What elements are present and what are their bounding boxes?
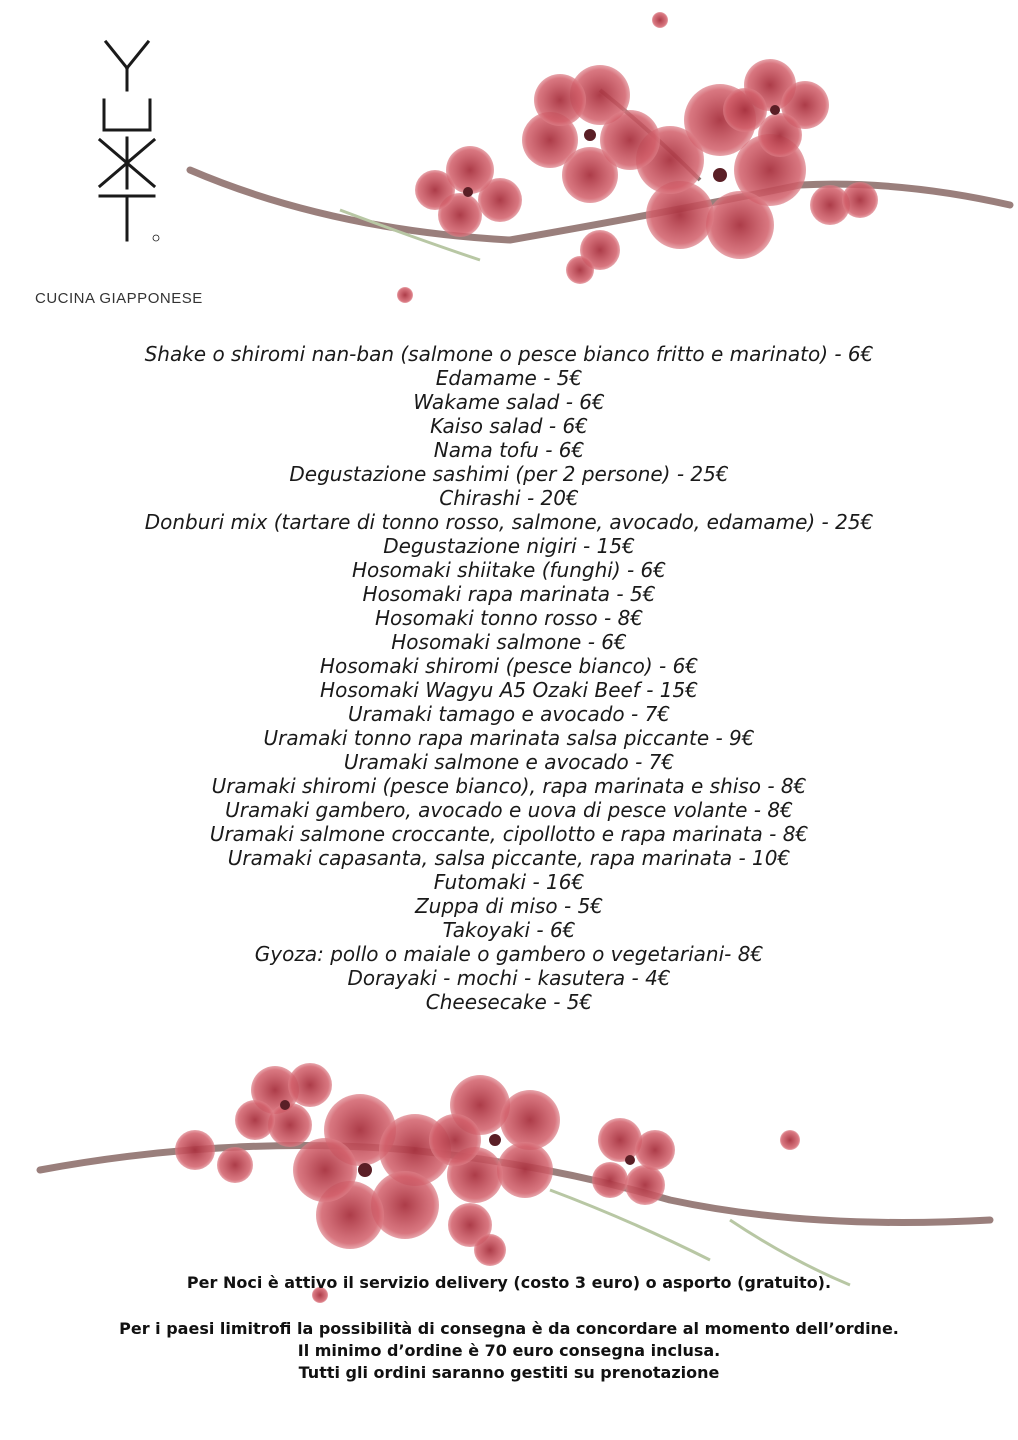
menu-item: Kaiso salad - 6€ — [430, 414, 588, 438]
menu-item: Nama tofu - 6€ — [433, 438, 585, 462]
menu-item: Uramaki gambero, avocado e uova di pesce volante - 8€ — [225, 798, 793, 822]
restaurant-subtitle: CUCINA GIAPPONESE — [35, 290, 203, 307]
menu-item: Gyoza: pollo o maiale o gambero o vegetariani- 8€ — [254, 942, 764, 966]
menu-item: Hosomaki Wagyu A5 Ozaki Beef - 15€ — [320, 678, 698, 702]
menu-item: Uramaki capasanta, salsa piccante, rapa marinata - 10€ — [227, 846, 791, 870]
menu-list — [0, 342, 1018, 1014]
booking-text: Tutti gli ordini saranno gestiti su prenotazione — [298, 1363, 720, 1382]
menu-item: Donburi mix (tartare di tonno rosso, salmone, avocado, edamame) - 25€ — [144, 510, 874, 534]
menu-item: Degustazione sashimi (per 2 persone) - 25€ — [289, 462, 729, 486]
menu-item: Shake o shiromi nan-ban (salmone o pesce bianco fritto e marinato) - 6€ — [144, 342, 874, 366]
menu-item: Zuppa di miso - 5€ — [414, 894, 604, 918]
yuki-logo-icon — [92, 38, 162, 248]
delivery-info — [0, 1272, 1018, 1384]
menu-item: Takoyaki - 6€ — [442, 918, 576, 942]
menu-item: Hosomaki shiromi (pesce bianco) - 6€ — [319, 654, 699, 678]
menu-item: Hosomaki rapa marinata - 5€ — [362, 582, 656, 606]
menu-item: Hosomaki tonno rosso - 8€ — [374, 606, 644, 630]
menu-item: Uramaki tamago e avocado - 7€ — [347, 702, 671, 726]
menu-item: Uramaki tonno rapa marinata salsa piccante - 9€ — [263, 726, 755, 750]
menu-item: Edamame - 5€ — [435, 366, 583, 390]
menu-item: Chirashi - 20€ — [439, 486, 579, 510]
menu-item: Uramaki shiromi (pesce bianco), rapa marinata e shiso - 8€ — [211, 774, 807, 798]
menu-item: Uramaki salmone croccante, cipollotto e rapa marinata - 8€ — [209, 822, 809, 846]
cherry-blossom-branch-icon — [180, 0, 1018, 330]
menu-item: Futomaki - 16€ — [433, 870, 585, 894]
menu-item: Degustazione nigiri - 15€ — [383, 534, 635, 558]
menu-item: Hosomaki shiitake (funghi) - 6€ — [351, 558, 667, 582]
delivery-text: Per Noci è attivo il servizio delivery (costo 3 euro) o asporto (gratuito). — [186, 1273, 832, 1292]
menu-item: Uramaki salmone e avocado - 7€ — [343, 750, 675, 774]
menu-item: Hosomaki salmone - 6€ — [391, 630, 627, 654]
menu-item: Cheesecake - 5€ — [425, 990, 593, 1014]
spacer — [0, 1294, 1018, 1318]
nearby-delivery-text: Per i paesi limitrofi la possibilità di consegna è da concordare al momento dell’ordine. — [119, 1319, 899, 1338]
minimum-order-text: Il minimo d’ordine è 70 euro consegna inclusa. — [297, 1341, 721, 1360]
menu-item: Wakame salad - 6€ — [413, 390, 605, 414]
menu-item: Dorayaki - mochi - kasutera - 4€ — [347, 966, 671, 990]
